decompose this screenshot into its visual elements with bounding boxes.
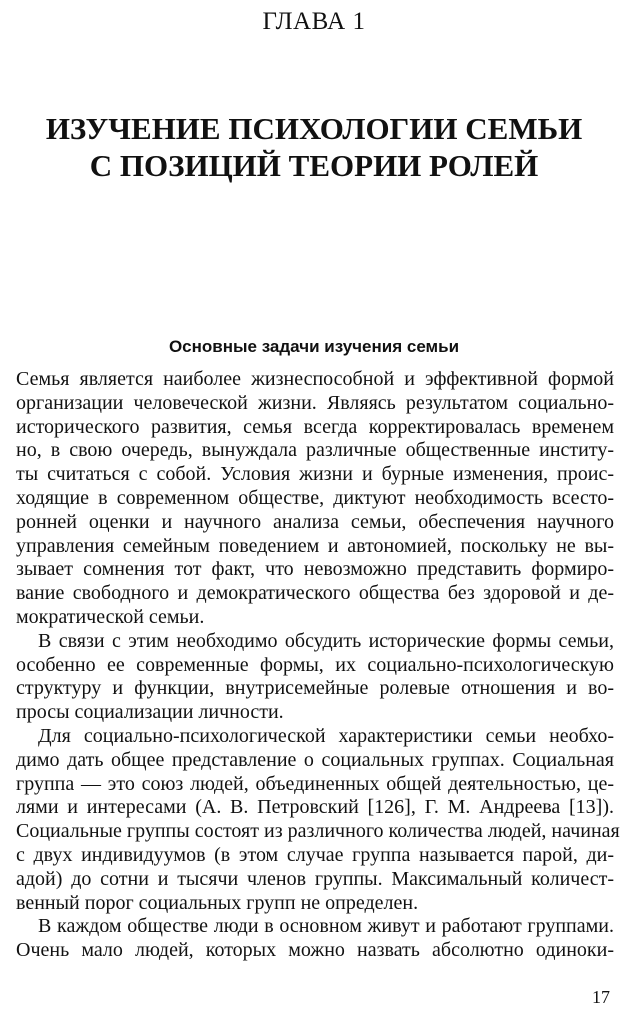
text-line: вание свободного и демократического общества без здоровой и де- bbox=[16, 582, 614, 605]
text-line: структуру и функции, внутрисемейные ролевые отношения и во- bbox=[16, 677, 614, 700]
text-line: но, в свою очередь, вынуждала различные общественные институ- bbox=[16, 439, 614, 462]
chapter-title-line: ИЗУЧЕНИЕ ПСИХОЛОГИИ СЕМЬИ bbox=[45, 111, 583, 146]
page-number: 17 bbox=[592, 987, 610, 1007]
text-line: ходящие в современном обществе, диктуют необходимость всесто- bbox=[16, 486, 614, 509]
text-line: исторического развития, семья всегда корректировалась временем bbox=[16, 415, 614, 438]
text-line: Очень мало людей, которых можно назвать абсолютно одиноки- bbox=[16, 939, 614, 962]
text-line: ты считаться с собой. Условия жизни и бурные изменения, проис- bbox=[16, 463, 614, 486]
text-line: управления семейным поведением и автономией, поскольку не вы- bbox=[16, 534, 614, 557]
text-line: мократической семьи. bbox=[16, 605, 205, 628]
text-line: организации человеческой жизни. Являясь результатом социально- bbox=[16, 391, 614, 414]
text-line: Социальные группы состоят из различного количества людей, начиная bbox=[16, 820, 620, 843]
body-text bbox=[16, 368, 620, 963]
text-line: зывает сомнения тот факт, что невозможно представить формиро- bbox=[16, 558, 614, 581]
text-line: ронней оценки и научного анализа семьи, обеспечения научного bbox=[16, 510, 614, 533]
chapter-title-line: С ПОЗИЦИЙ ТЕОРИИ РОЛЕЙ bbox=[89, 148, 539, 183]
text-line: особенно ее современные формы, их социально-психологическую bbox=[16, 653, 614, 676]
text-line: с двух индивидуумов (в этом случае группа называется парой, ди- bbox=[16, 843, 614, 866]
text-line: В каждом обществе люди в основном живут и работают группами. bbox=[38, 915, 614, 938]
section-heading: Основные задачи изучения семьи bbox=[168, 337, 460, 356]
text-line: Для социально-психологической характеристики семьи необхо- bbox=[38, 724, 614, 747]
text-line: адой) до сотни и тысячи членов группы. Максимальный количест- bbox=[16, 867, 614, 890]
text-line: димо дать общее представление о социальных группах. Социальная bbox=[16, 748, 614, 771]
text-line: просы социализации личности. bbox=[16, 701, 284, 724]
text-line: группа — это союз людей, объединенных общей деятельностью, це- bbox=[16, 772, 614, 795]
chapter-label: ГЛАВА 1 bbox=[262, 8, 366, 35]
text-line: лями и интересами (А. В. Петровский [126], Г. М. Андреева [13]). bbox=[16, 796, 614, 819]
chapter-title bbox=[0, 110, 628, 184]
text-line: В связи с этим необходимо обсудить исторические формы семьи, bbox=[38, 629, 614, 652]
text-line: венный порог социальных групп не определен. bbox=[16, 891, 419, 914]
text-line: Семья является наиболее жизнеспособной и эффективной формой bbox=[16, 368, 614, 390]
